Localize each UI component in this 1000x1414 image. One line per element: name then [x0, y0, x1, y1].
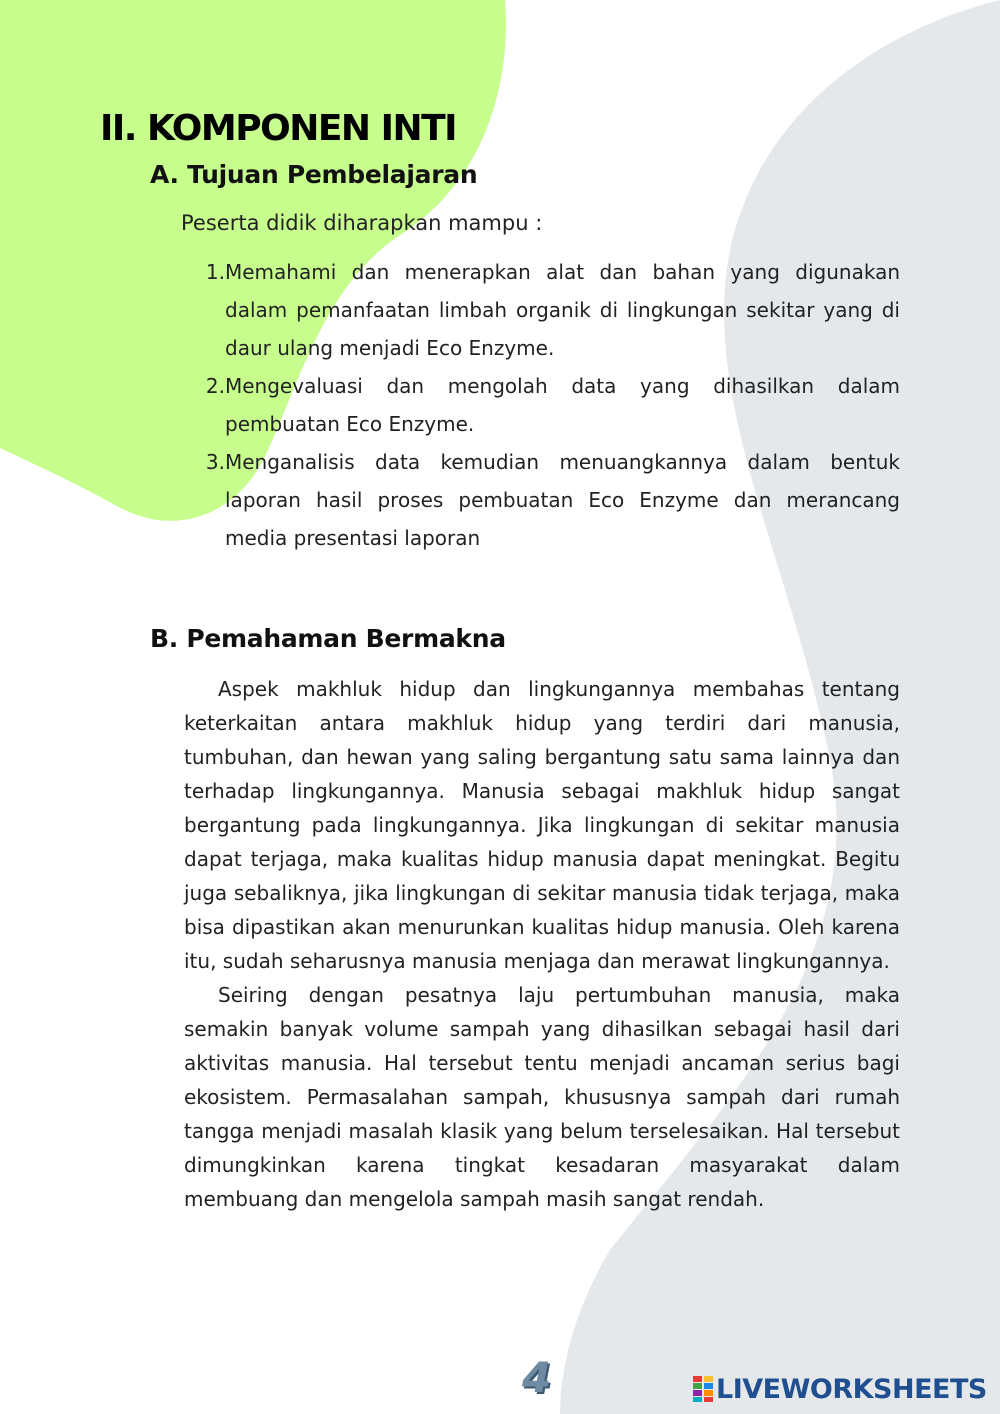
page-number: 4	[522, 1353, 552, 1402]
section-a-intro: Peserta didik diharapkan mampu :	[181, 211, 543, 235]
goal-text: Menganalisis data kemudian menuangkannya dalam bentuk laporan hasil proses pembuatan Eco Enzyme dan merancang media presentasi laporan	[225, 450, 900, 550]
section-a-title: A. Tujuan Pembelajaran	[150, 160, 478, 189]
learning-goal-item	[180, 253, 900, 367]
section-b-title: B. Pemahaman Bermakna	[150, 624, 506, 653]
body-paragraph: Seiring dengan pesatnya laju pertumbuhan manusia, maka semakin banyak volume sampah yang dihasilkan sebagai hasil dari aktivitas manusia. Hal tersebut tentu menjadi ancaman serius bagi ekosistem. Permasalahan sampah, khususnya sampah dari rumah tangga menjadi masalah klasik yang belum terselesaikan. Hal tersebut dimungkinkan karena tingkat kesadaran masyarakat dalam membuang dan mengelola sampah masih sangat rendah.	[184, 983, 900, 1211]
goal-text: Mengevaluasi dan mengolah data yang dihasilkan dalam pembuatan Eco Enzyme.	[225, 374, 900, 436]
goal-number: 2.	[205, 374, 225, 398]
goal-number: 3.	[205, 450, 225, 474]
goal-number: 1.	[205, 260, 225, 284]
page-heading: II. KOMPONEN INTI	[100, 108, 457, 149]
learning-goals-list	[180, 253, 900, 557]
brand-name: LIVEWORKSHEETS	[716, 1373, 987, 1405]
section-b-body	[184, 672, 900, 1216]
learning-goal-item	[180, 443, 900, 557]
goal-text: Memahami dan menerapkan alat dan bahan yang digunakan dalam pemanfaatan limbah organik di lingkungan sekitar yang di daur ulang menjadi Eco Enzyme.	[225, 260, 900, 360]
body-paragraph: Aspek makhluk hidup dan lingkungannya membahas tentang keterkaitan antara makhluk hidup yang terdiri dari manusia, tumbuhan, dan hewan yang saling bergantung satu sama lainnya dan terhadap lingkungannya. Manusia sebagai makhluk hidup sangat bergantung pada lingkungannya. Jika lingkungan di sekitar manusia dapat terjaga, maka kualitas hidup manusia dapat meningkat. Begitu juga sebaliknya, jika lingkungan di sekitar manusia tidak terjaga, maka bisa dipastikan akan menurunkan kualitas hidup manusia. Oleh karena itu, sudah seharusnya manusia menjaga dan merawat lingkungannya.	[184, 677, 900, 973]
liveworksheets-brand[interactable]	[693, 1372, 987, 1406]
learning-goal-item	[180, 367, 900, 443]
liveworksheets-logo-icon	[693, 1376, 713, 1402]
